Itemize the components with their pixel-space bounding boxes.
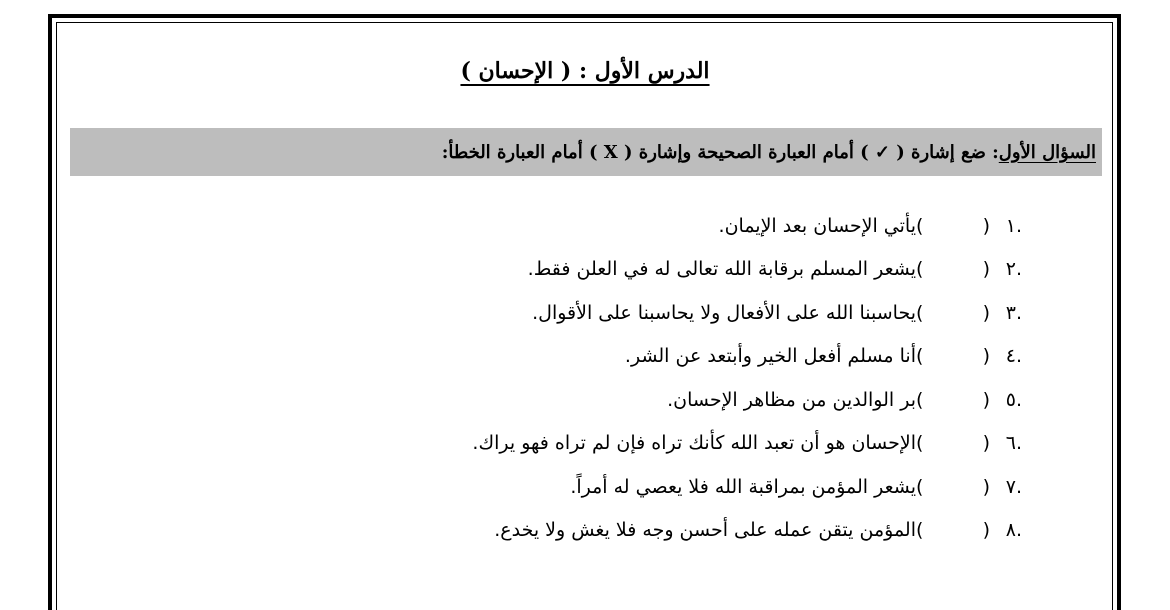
answer-blank-close: ) (916, 432, 924, 455)
statement-list (472, 204, 1022, 552)
answer-blank[interactable]: ( (982, 214, 990, 237)
item-text: يحاسبنا الله على الأفعال ولا يحاسبنا على الأقوال. (532, 301, 916, 324)
list-item (472, 509, 1022, 553)
item-number: .٨ (1005, 519, 1022, 542)
list-item (472, 422, 1022, 466)
item-text: أنا مسلم أفعل الخير وأبتعد عن الشر. (624, 345, 916, 368)
answer-blank[interactable]: ( (982, 388, 990, 411)
item-text: بر الوالدين من مظاهر الإحسان. (667, 388, 916, 411)
item-text: الإحسان هو أن تعبد الله كأنك تراه فإن لم تراه فهو يراك. (472, 432, 916, 455)
list-item (472, 335, 1022, 379)
list-item (472, 248, 1022, 292)
answer-blank-close: ) (916, 388, 924, 411)
answer-blank-close: ) (916, 519, 924, 542)
question-instructions: : ضع إشارة ( ✓ ) أمام العبارة الصحيحة وإشارة ( X ) أمام العبارة الخطأ: (441, 141, 999, 163)
answer-blank-close: ) (916, 258, 924, 281)
question-header (70, 128, 1102, 176)
list-item (472, 291, 1022, 335)
answer-blank[interactable]: ( (982, 475, 990, 498)
item-number: .٦ (1005, 432, 1022, 455)
answer-blank[interactable]: ( (982, 345, 990, 368)
answer-blank[interactable]: ( (982, 519, 990, 542)
answer-blank-close: ) (916, 345, 924, 368)
answer-blank-close: ) (916, 475, 924, 498)
list-item (472, 378, 1022, 422)
answer-blank[interactable]: ( (982, 258, 990, 281)
item-text: يشعر المؤمن بمراقبة الله فلا يعصي له أمراً. (570, 475, 916, 498)
list-item (472, 465, 1022, 509)
item-number: .٧ (1005, 475, 1022, 498)
answer-blank-close: ) (916, 301, 924, 324)
list-item (472, 204, 1022, 248)
item-text: المؤمن يتقن عمله على أحسن وجه فلا يغش ولا يخدع. (494, 519, 916, 542)
question-label: السؤال الأول (998, 141, 1096, 163)
item-number: .٢ (1005, 258, 1022, 281)
item-text: يشعر المسلم برقابة الله تعالى له في العلن فقط. (527, 258, 916, 281)
lesson-title: الدرس الأول : ( الإحسان ) (460, 58, 710, 84)
item-number: .٥ (1005, 388, 1022, 411)
item-number: .١ (1005, 214, 1022, 237)
item-text: يأتي الإحسان بعد الإيمان. (718, 214, 916, 237)
answer-blank[interactable]: ( (982, 301, 990, 324)
answer-blank-close: ) (916, 214, 924, 237)
answer-blank[interactable]: ( (982, 432, 990, 455)
item-number: .٤ (1005, 345, 1022, 368)
item-number: .٣ (1005, 301, 1022, 324)
